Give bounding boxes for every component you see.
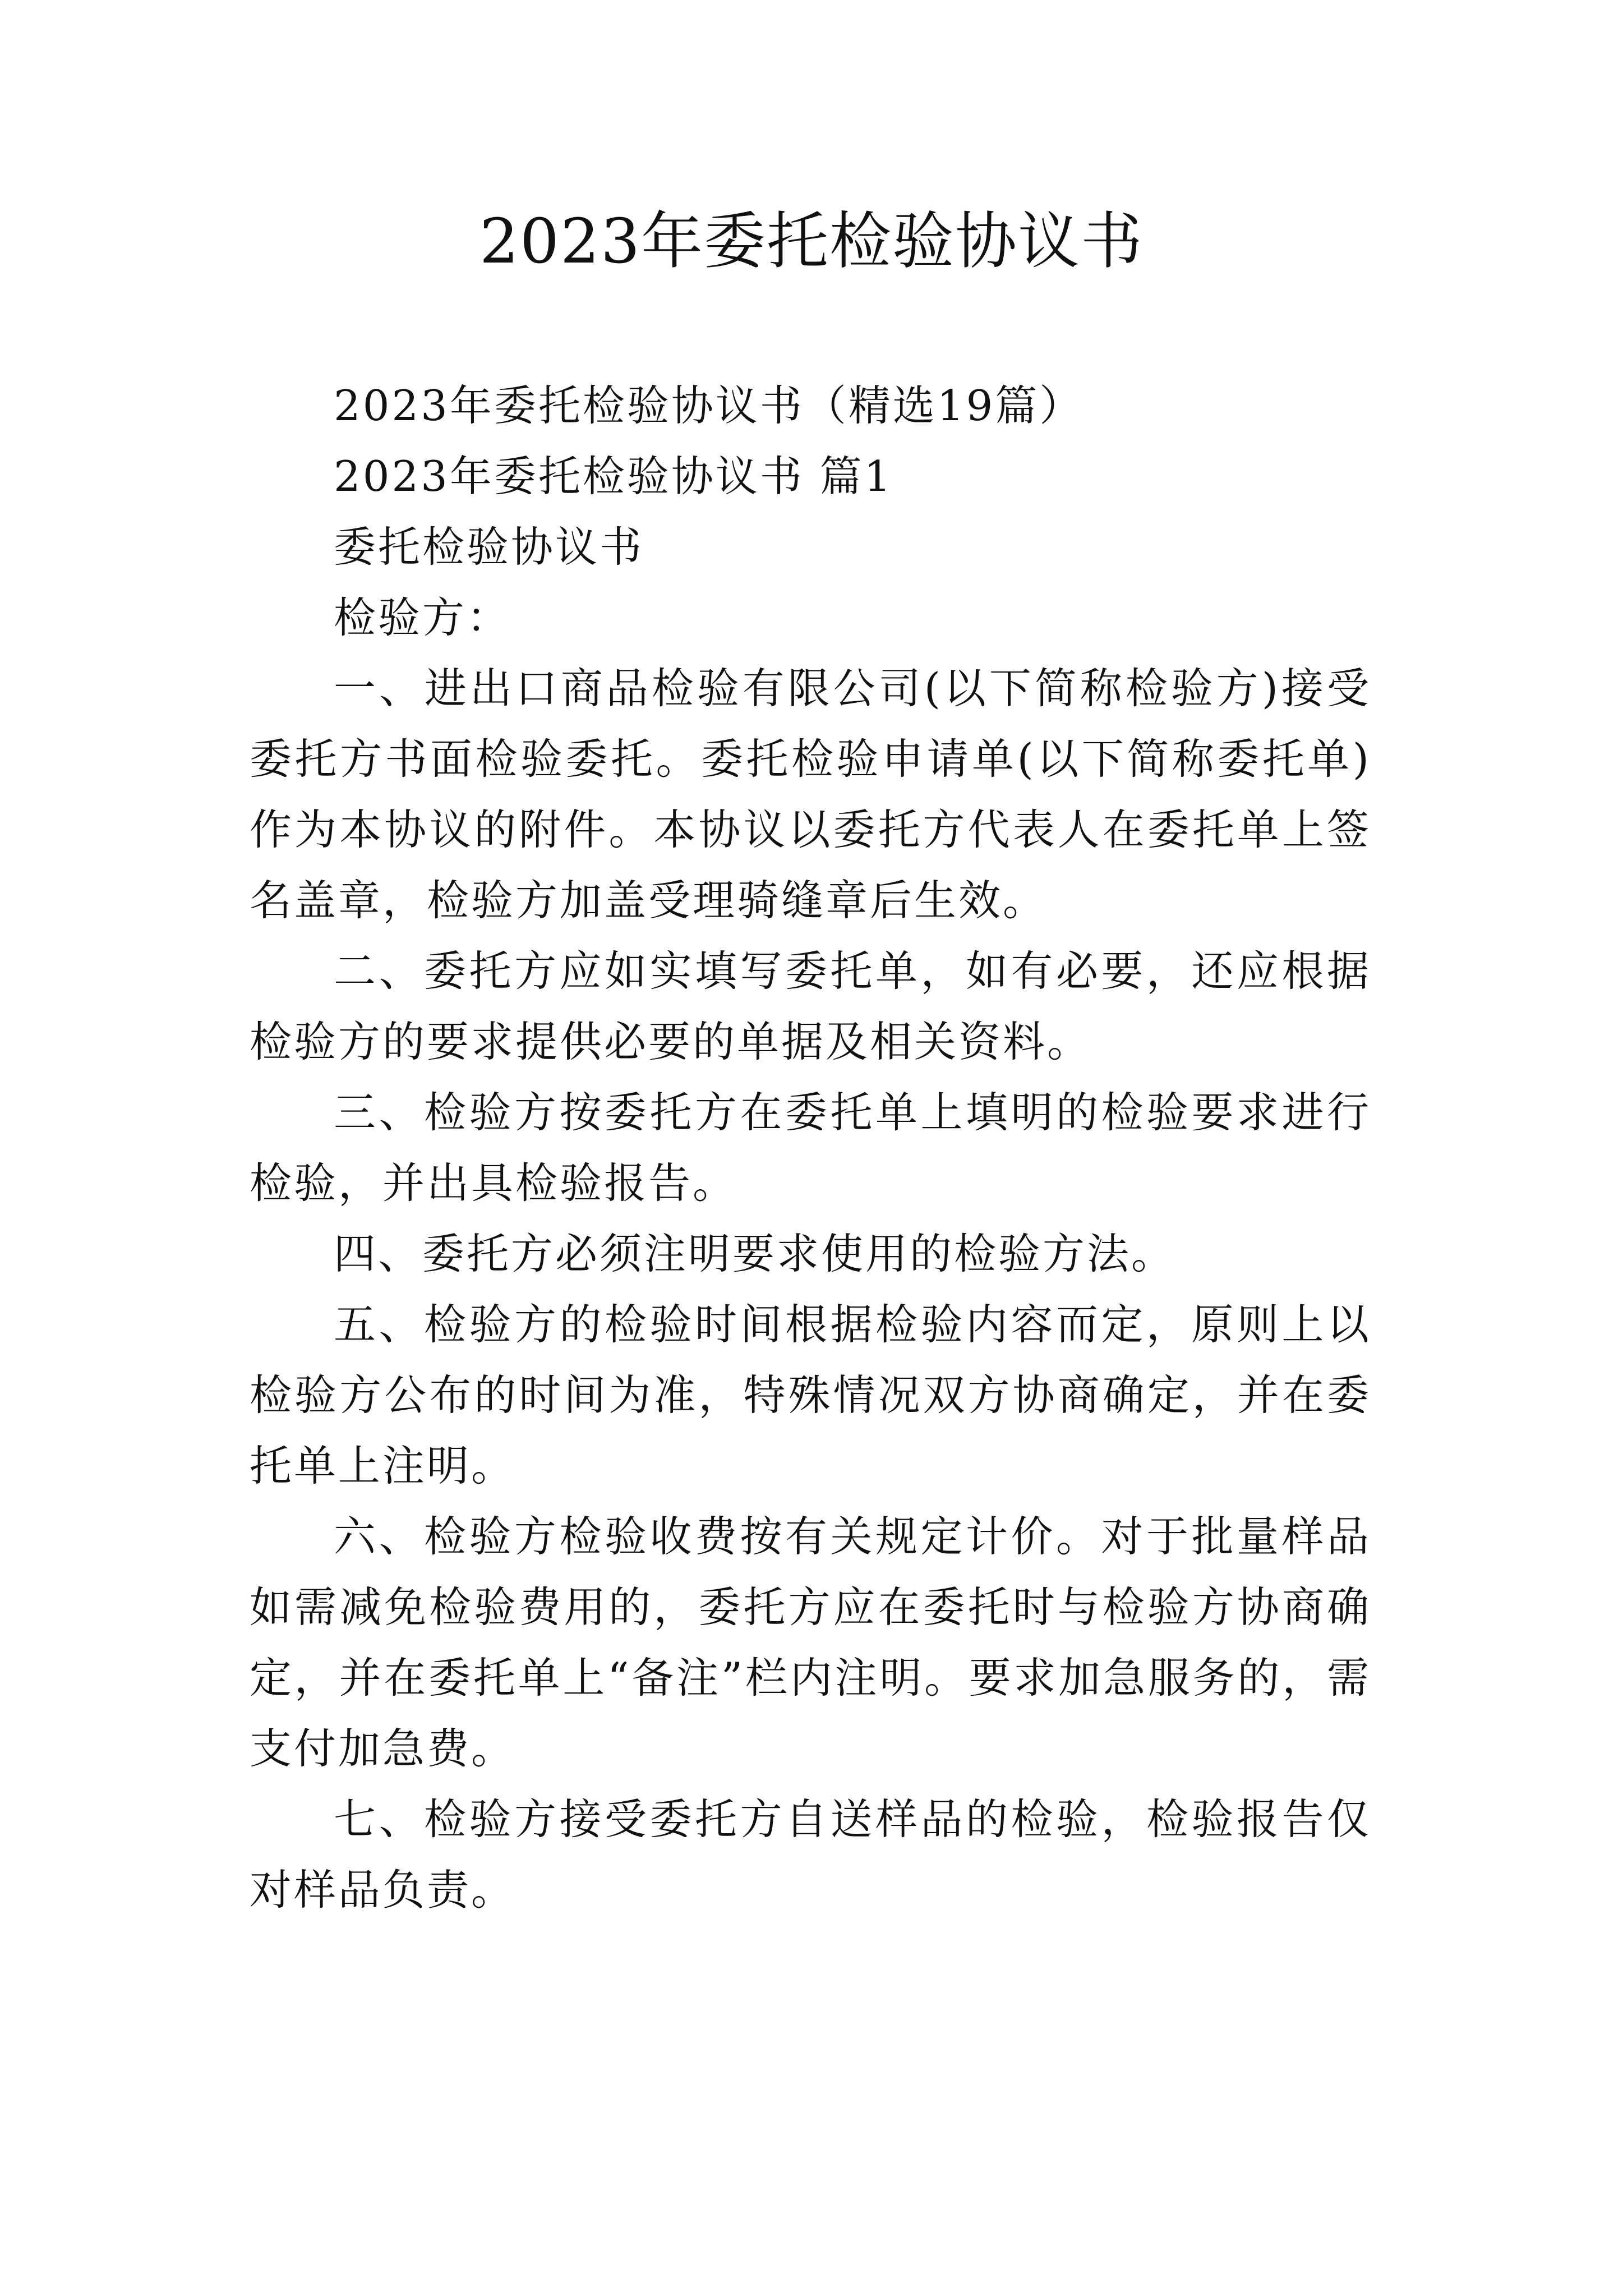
paragraph-clause-4: 四、委托方必须注明要求使用的检验方法。 [334, 1229, 1176, 1278]
paragraph-agreement-name: 委托检验协议书 [334, 522, 644, 572]
document-title: 2023年委托检验协议书 [479, 205, 1144, 277]
paragraph-clause-1: 一、进出口商品检验有限公司(以下简称检验方)接受委托方书面检验委托。委托检验申请单(以下简称委托单)作为本协议的附件。本协议以委托方代表人在委托单上签名盖章，检验方加盖受理骑缝章后生效。 [250, 664, 1371, 925]
paragraph-section-heading: 2023年委托检验协议书 篇1 [334, 452, 893, 501]
paragraph-clause-2: 二、委托方应如实填写委托单，如有必要，还应根据检验方的要求提供必要的单据及相关资料。 [250, 946, 1371, 1066]
paragraph-subtitle: 2023年委托检验协议书（精选19篇） [334, 381, 1084, 430]
document-body [250, 370, 1371, 1925]
paragraph-clause-3: 三、检验方按委托方在委托单上填明的检验要求进行检验，并出具检验报告。 [250, 1088, 1371, 1208]
paragraph-inspector-label: 检验方： [334, 593, 511, 642]
paragraph-clause-6: 六、检验方检验收费按有关规定计价。对于批量样品如需减免检验费用的，委托方应在委托时与检验方协商确定，并在委托单上“备注”栏内注明。要求加急服务的，需支付加急费。 [250, 1512, 1371, 1773]
paragraph-clause-5: 五、检验方的检验时间根据检验内容而定，原则上以检验方公布的时间为准，特殊情况双方协商确定，并在委托单上注明。 [250, 1300, 1371, 1490]
paragraph-clause-7: 七、检验方接受委托方自送样品的检验，检验报告仅对样品负责。 [250, 1795, 1371, 1915]
